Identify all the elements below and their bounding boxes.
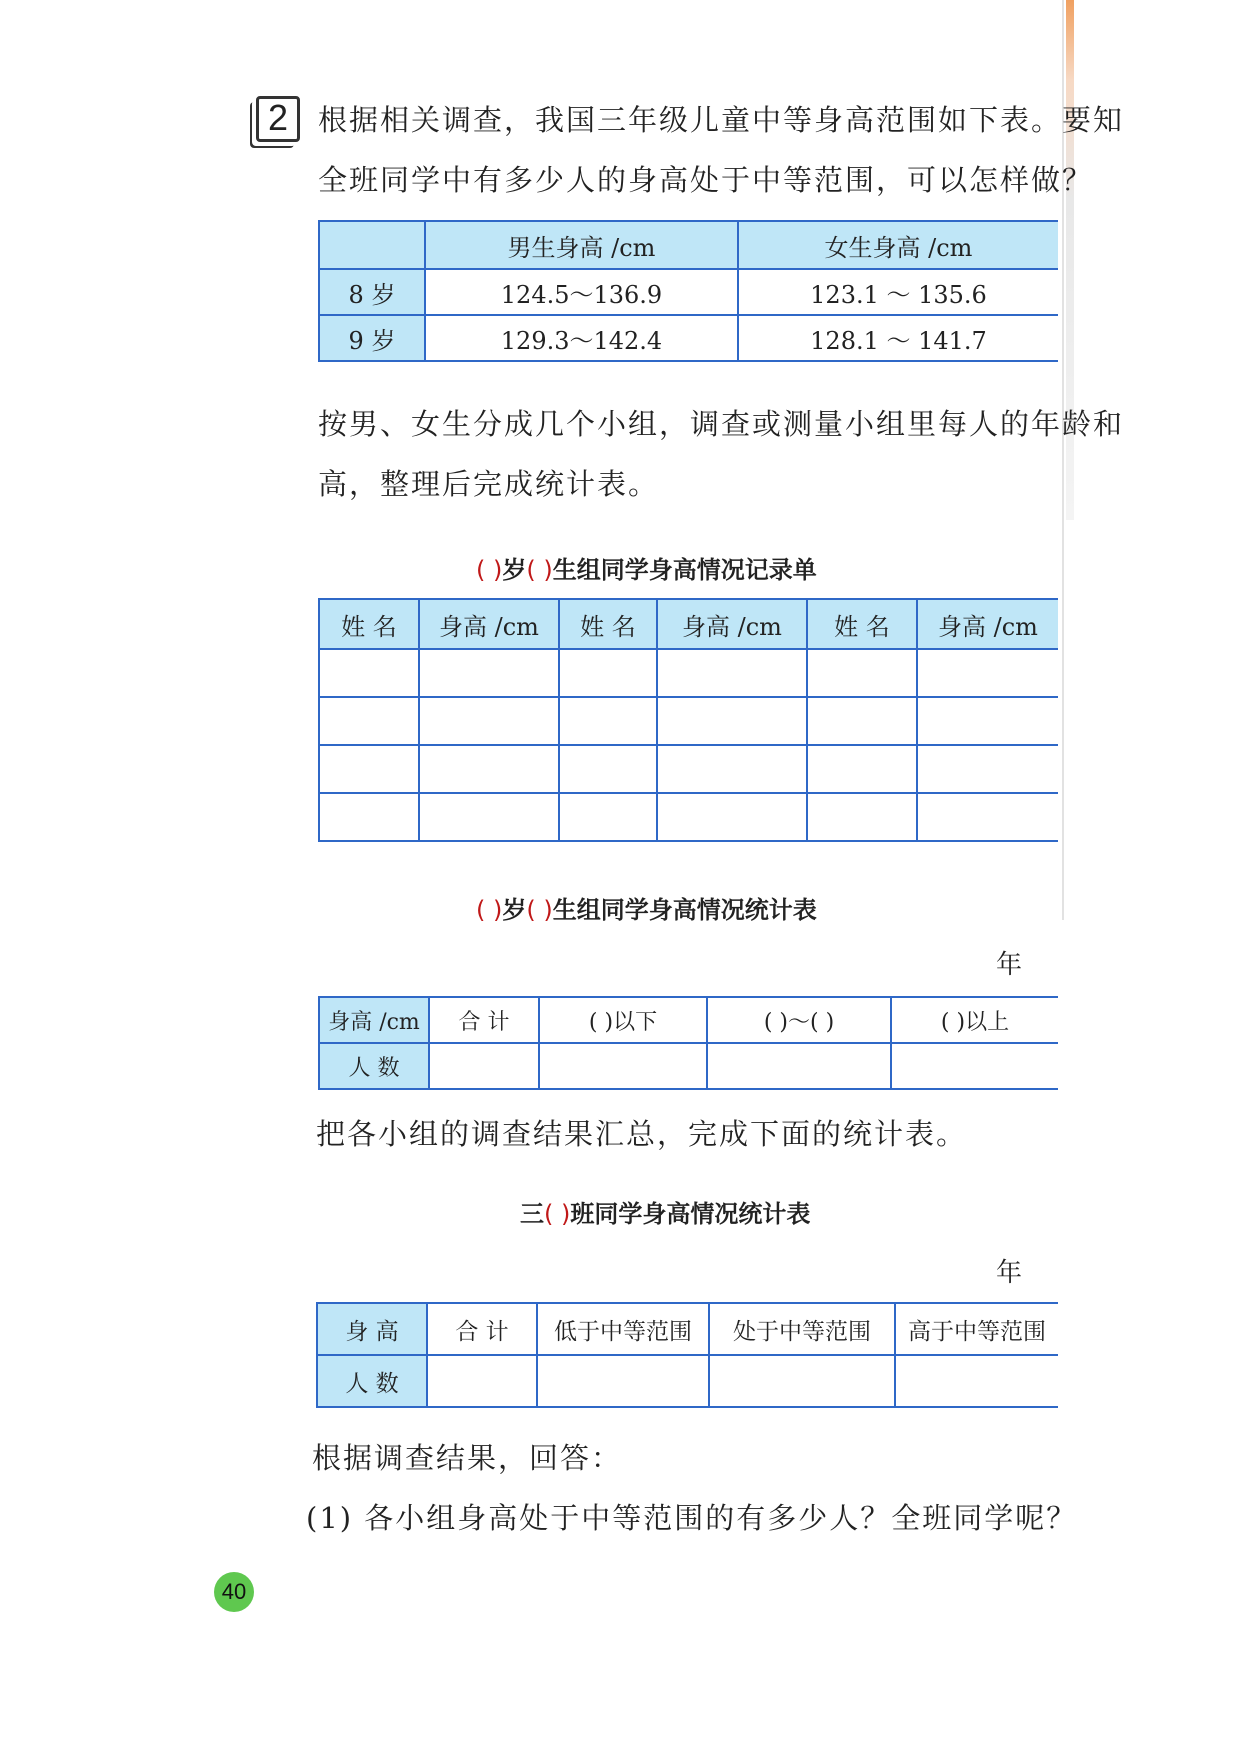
- range-header-girl: 女生身高 /cm: [738, 221, 1058, 269]
- record-header-name: 姓 名: [807, 599, 917, 649]
- problem-line-1: 根据相关调查，我国三年级儿童中等身高范围如下表。要知: [318, 103, 1125, 137]
- class-stat-row-label: 人 数: [317, 1355, 427, 1407]
- height-record-table: [318, 598, 1058, 842]
- group-stat-caption: ( )岁( )生组同学身高情况统计表: [476, 896, 817, 924]
- group-stat-row-label: 人 数: [319, 1043, 429, 1089]
- range-row-age: 8 岁: [319, 269, 425, 315]
- record-header-name: 姓 名: [559, 599, 657, 649]
- class-stat-header: 合 计: [427, 1303, 537, 1355]
- group-stat-year-label: 年: [996, 950, 1023, 980]
- instruction-line-2: 高，整理后完成统计表。: [318, 467, 660, 501]
- record-empty-row: [319, 697, 1058, 745]
- record-header-height: 身高 /cm: [419, 599, 559, 649]
- class-stat-header: 身 高: [317, 1303, 427, 1355]
- summary-instruction: 把各小组的调查结果汇总，完成下面的统计表。: [316, 1117, 968, 1151]
- range-header-boy: 男生身高 /cm: [425, 221, 738, 269]
- class-stat-header: 低于中等范围: [537, 1303, 709, 1355]
- class-stat-caption: 三( )班同学身高情况统计表: [520, 1200, 811, 1228]
- record-empty-row: [319, 745, 1058, 793]
- problem-number-badge: 2: [256, 96, 300, 142]
- height-range-table: [318, 220, 1058, 362]
- record-header-height: 身高 /cm: [917, 599, 1058, 649]
- class-stat-table: [316, 1302, 1058, 1408]
- group-stat-header: 身高 /cm: [319, 997, 429, 1043]
- range-cell-boy: 124.5～136.9: [425, 269, 738, 315]
- group-stat-header: ( )～( ): [707, 997, 891, 1043]
- problem-line-2: 全班同学中有多少人的身高处于中等范围，可以怎样做？: [318, 163, 1094, 197]
- record-header-name: 姓 名: [319, 599, 419, 649]
- range-row-age: 9 岁: [319, 315, 425, 361]
- class-stat-header: 高于中等范围: [895, 1303, 1058, 1355]
- class-stat-header: 处于中等范围: [709, 1303, 895, 1355]
- instruction-line-1: 按男、女生分成几个小组，调查或测量小组里每人的年龄和: [318, 407, 1125, 441]
- record-header-height: 身高 /cm: [657, 599, 807, 649]
- question-1: (1) 各小组身高处于中等范围的有多少人？全班同学呢？: [306, 1501, 1078, 1535]
- answer-intro: 根据调查结果，回答：: [312, 1441, 623, 1475]
- record-empty-row: [319, 649, 1058, 697]
- range-cell-boy: 129.3～142.4: [425, 315, 738, 361]
- group-stat-header: ( )以下: [539, 997, 707, 1043]
- range-cell-girl: 128.1 ～ 141.7: [738, 315, 1058, 361]
- record-empty-row: [319, 793, 1058, 841]
- group-stat-header: 合 计: [429, 997, 539, 1043]
- page-number-badge: 40: [214, 1572, 254, 1612]
- group-stat-header: ( )以上: [891, 997, 1058, 1043]
- record-table-caption: ( )岁( )生组同学身高情况记录单: [476, 556, 817, 584]
- group-stat-table: [318, 996, 1058, 1090]
- range-cell-girl: 123.1 ～ 135.6: [738, 269, 1058, 315]
- class-stat-year-label: 年: [996, 1258, 1023, 1288]
- range-header-corner: [319, 221, 425, 269]
